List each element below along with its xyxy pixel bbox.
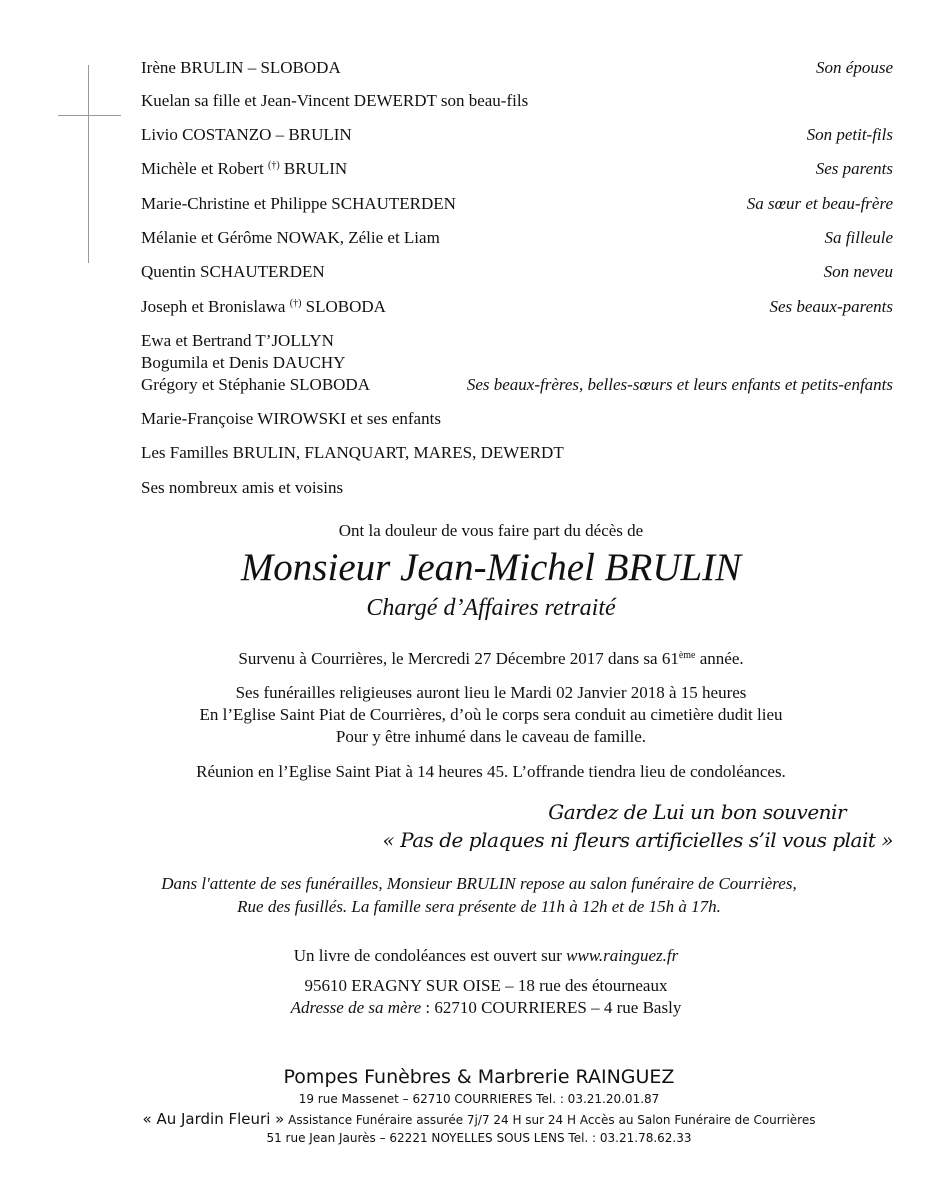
mother-address-text: : 62710 COURRIERES – 4 rue Basly: [421, 998, 682, 1017]
deceased-mark: (†): [289, 298, 302, 309]
announce-intro: Ont la douleur de vous faire part du décès de: [338, 521, 644, 540]
footer-title: Pompes Funèbres & Marbrerie RAINGUEZ: [283, 1066, 675, 1088]
family-row: [141, 125, 893, 145]
mother-address: [0, 997, 946, 1019]
reunion-line: Réunion en l’Eglise Saint Piat à 14 heures 45. L’offrande tiendra lieu de condoléances.: [196, 762, 786, 781]
mother-label: Adresse de sa mère: [290, 998, 422, 1017]
salon-line: Dans l'attente de ses funérailles, Monsieur BRULIN repose au salon funéraire de Courrières,: [161, 874, 797, 893]
family-row: [141, 228, 893, 248]
family-row: [141, 91, 893, 111]
deceased-mark: (†): [268, 160, 280, 171]
funeral-line: En l’Eglise Saint Piat de Courrières, d’où le corps sera conduit au cimetière dudit lieu: [199, 705, 783, 724]
family-row: [141, 159, 893, 179]
family-name: Kuelan sa fille et Jean-Vincent DEWERDT son beau-fils: [141, 91, 529, 110]
family-name: Livio COSTANZO – BRULIN: [141, 125, 352, 144]
family-name: Quentin SCHAUTERDEN: [141, 262, 325, 281]
footer-line: 19 rue Massenet – 62710 COURRIERES Tel. : 03.21.20.01.87: [298, 1092, 660, 1106]
family-relation: Son épouse: [816, 58, 893, 77]
footer-jardin: « Au Jardin Fleuri »: [142, 1110, 285, 1128]
family-relation: Sa sœur et beau-frère: [746, 194, 893, 213]
deceased-role: Chargé d’Affaires retraité: [366, 595, 616, 621]
death-info: [0, 648, 946, 670]
family-name: Grégory et Stéphanie SLOBODA: [141, 375, 370, 394]
condolence-link[interactable]: www.rainguez.fr: [566, 946, 679, 965]
family-row: Marie-Françoise WIROWSKI et ses enfants: [141, 409, 441, 428]
family-relation: Son neveu: [823, 262, 893, 281]
family-row: [141, 194, 893, 214]
family-relation: Ses beaux-frères, belles-sœurs et leurs enfants et petits-enfants: [466, 375, 893, 394]
family-row: Les Familles BRULIN, FLANQUART, MARES, DEWERDT: [141, 443, 564, 462]
family-name: Bogumila et Denis DAUCHY: [141, 353, 346, 372]
family-name: Marie-Christine et Philippe SCHAUTERDEN: [141, 194, 456, 213]
family-row: [141, 297, 893, 317]
family-name: Michèle et Robert: [141, 159, 268, 178]
family-row: [141, 58, 893, 78]
family-relation: Ses beaux-parents: [769, 297, 893, 316]
condolence-line: [0, 945, 946, 967]
death-text: année.: [695, 649, 744, 668]
address-line: 95610 ERAGNY SUR OISE – 18 rue des étourneaux: [304, 976, 668, 995]
family-name: Joseph et Bronislawa: [141, 297, 290, 316]
family-name: Ewa et Bertrand T’JOLLYN: [141, 331, 334, 350]
death-text: Survenu à Courrières, le Mercredi 27 Décembre 2017 dans sa 61: [238, 649, 679, 668]
condolence-text: Un livre de condoléances est ouvert sur: [293, 946, 567, 965]
deceased-name: Monsieur Jean-Michel BRULIN: [240, 546, 742, 589]
family-relation: Sa filleule: [824, 228, 893, 247]
footer-services: Assistance Funéraire assurée 7j/7 24 H sur 24 H Accès au Salon Funéraire de Courrières: [284, 1113, 816, 1127]
footer-line: [0, 1110, 946, 1129]
funeral-line: Pour y être inhumé dans le caveau de famille.: [335, 727, 647, 746]
family-relation: Ses parents: [815, 159, 893, 178]
quote-line: « Pas de plaques ni fleurs artificielles s’il vous plait »: [382, 828, 893, 852]
family-relation: Son petit-fils: [806, 125, 893, 144]
salon-line: Rue des fusillés. La famille sera présente de 11h à 12h et de 15h à 17h.: [237, 897, 721, 916]
quote-line: Gardez de Lui un bon souvenir: [548, 800, 846, 824]
footer-line: 51 rue Jean Jaurès – 62221 NOYELLES SOUS LENS Tel. : 03.21.78.62.33: [266, 1131, 692, 1145]
family-name: Mélanie et Gérôme NOWAK, Zélie et Liam: [141, 228, 440, 247]
family-group: [141, 330, 893, 396]
family-name: SLOBODA: [301, 297, 386, 316]
funeral-line: Ses funérailles religieuses auront lieu le Mardi 02 Janvier 2018 à 15 heures: [235, 683, 747, 702]
family-name: BRULIN: [279, 159, 348, 178]
ordinal-suffix: ème: [678, 650, 696, 661]
family-row: Ses nombreux amis et voisins: [141, 478, 344, 497]
family-row: [141, 262, 893, 282]
family-name: Irène BRULIN – SLOBODA: [141, 58, 341, 77]
